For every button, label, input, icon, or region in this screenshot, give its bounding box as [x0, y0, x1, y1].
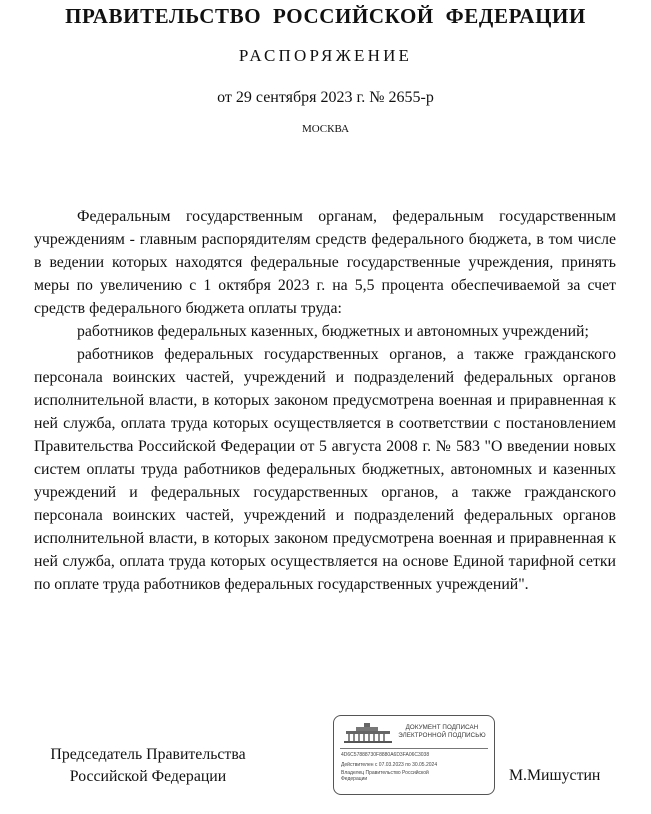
position-line-2: Российской Федерации [69, 768, 227, 785]
order-body [34, 205, 616, 596]
stamp-divider [340, 748, 488, 749]
paragraph-main: Федеральным государственным органам, федеральным государственным учреждениям - главным распорядителям средств федерального бюджета, в том числе в ведении которых находятся федеральные государственные учреждения, принять меры по увеличению с 1 октября 2023 г. на 5,5 процента обеспечиваемой за счет средств федерального бюджета оплаты труда: [34, 208, 616, 317]
signatory-name: М.Мишустин [509, 767, 601, 784]
certificate-owner: Владелец Правительство Российской Федерации [341, 770, 429, 782]
document-date-number: от 29 сентября 2023 г. № 2655-р [217, 89, 434, 106]
stamp-title: ДОКУМЕНТ ПОДПИСАН ЭЛЕКТРОННОЙ ПОДПИСЬЮ [398, 724, 486, 739]
paragraph-item-1: работников федеральных казенных, бюджетных и автономных учреждений; [77, 323, 589, 340]
paragraph-item-2: работников федеральных государственных органов, а также гражданского персонала воинских частей, учреждений и подразделений федеральных органов исполнительной власти, в которых законом предусмотрена военная и приравненная к ней служба, оплата труда которых осуществляется в соответствии с постановлением Правительства Российской Федерации от 5 августа 2008 г. № 583 "О введении новых систем оплаты труда работников федеральных бюджетных, автономных и казенных учреждений и федеральных государственных органов, а также гражданского персонала воинских частей, учреждений и подразделений федеральных органов исполнительной власти, в которых законом предусмотрена военная и приравненная к ней служба, оплата труда которых осуществляется на основе Единой тарифной сетки по оплате труда работников федеральных государственных учреждений". [34, 346, 616, 593]
certificate-validity: Действителен с 07.03.2023 по 30.05.2024 [341, 762, 438, 768]
certificate-number: 4D6C57888730F8880A6D3FA06C3038 [341, 752, 430, 758]
document-type: РАСПОРЯЖЕНИЕ [238, 46, 413, 65]
government-building-icon [342, 722, 394, 744]
electronic-signature-stamp [333, 715, 495, 795]
government-title: ПРАВИТЕЛЬСТВО РОССИЙСКОЙ ФЕДЕРАЦИИ [65, 4, 586, 28]
document-city: МОСКВА [301, 123, 350, 135]
position-line-1: Председатель Правительства [50, 746, 246, 763]
signatory-position [35, 744, 261, 788]
